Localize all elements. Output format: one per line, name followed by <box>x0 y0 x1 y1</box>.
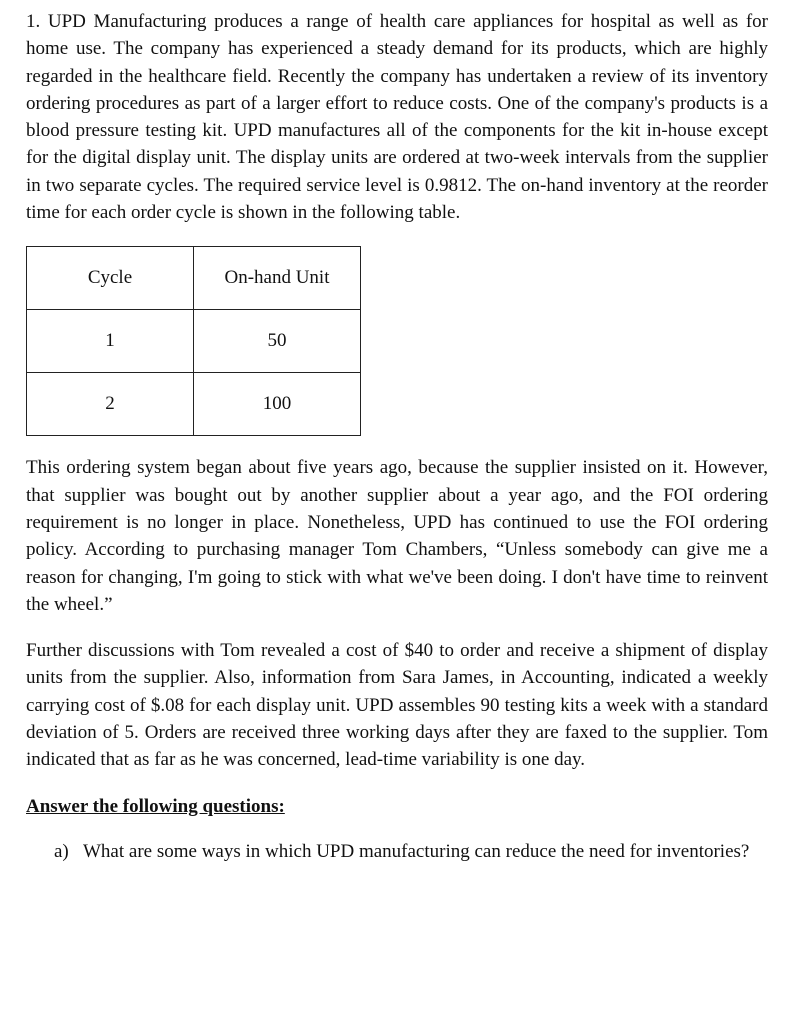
history-paragraph: This ordering system began about five years ago, because the supplier insisted on it. However, that supplier was bought out by another supplier about a year ago, and the FOI ordering requirement is no longer in place. Nonetheless, UPD has continued to use the FOI ordering policy. According to purchasing manager Tom Chambers, “Unless somebody can give me a reason for changing, I'm going to stick with what we've been doing. I don't have time to reinvent the wheel.” <box>26 457 768 615</box>
header-on-hand-unit: On-hand Unit <box>194 247 361 310</box>
table-header-row <box>27 247 361 310</box>
question-text: What are some ways in which UPD manufacturing can reduce the need for inventories? <box>83 840 750 862</box>
inventory-table <box>26 246 361 436</box>
table-row <box>27 373 361 436</box>
cell-on-hand-unit: 100 <box>194 373 361 436</box>
cell-cycle: 1 <box>27 310 194 373</box>
cost-details-paragraph: Further discussions with Tom revealed a cost of $40 to order and receive a shipment of display units from the supplier. Also, information from Sara James, in Accounting, indicated a weekly carrying cost of $.08 for each display unit. UPD assembles 90 testing kits a week with a standard deviation of 5. Orders are received three working days after they are faxed to the supplier. Tom indicated that as far as he was concerned, lead-time variability is one day. <box>26 640 768 771</box>
cell-on-hand-unit: 50 <box>194 310 361 373</box>
header-cycle: Cycle <box>27 247 194 310</box>
document-page <box>26 8 768 865</box>
answer-heading: Answer the following questions: <box>26 795 285 817</box>
question-item <box>54 838 768 865</box>
table-row <box>27 310 361 373</box>
intro-paragraph: 1. UPD Manufacturing produces a range of health care appliances for hospital as well as for home use. The company has experienced a steady demand for its products, which are highly regarded in the healthcare field. Recently the company has undertaken a review of its inventory ordering procedures as part of a larger effort to reduce costs. One of the company's products is a blood pressure testing kit. UPD manufactures all of the components for the kit in-house except for the digital display unit. The display units are ordered at two-week intervals from the supplier in two separate cycles. The required service level is 0.9812. The on-hand inventory at the reorder time for each order cycle is shown in the following table. <box>26 11 768 224</box>
question-label: a) <box>54 840 69 862</box>
cell-cycle: 2 <box>27 373 194 436</box>
question-list <box>26 838 768 865</box>
